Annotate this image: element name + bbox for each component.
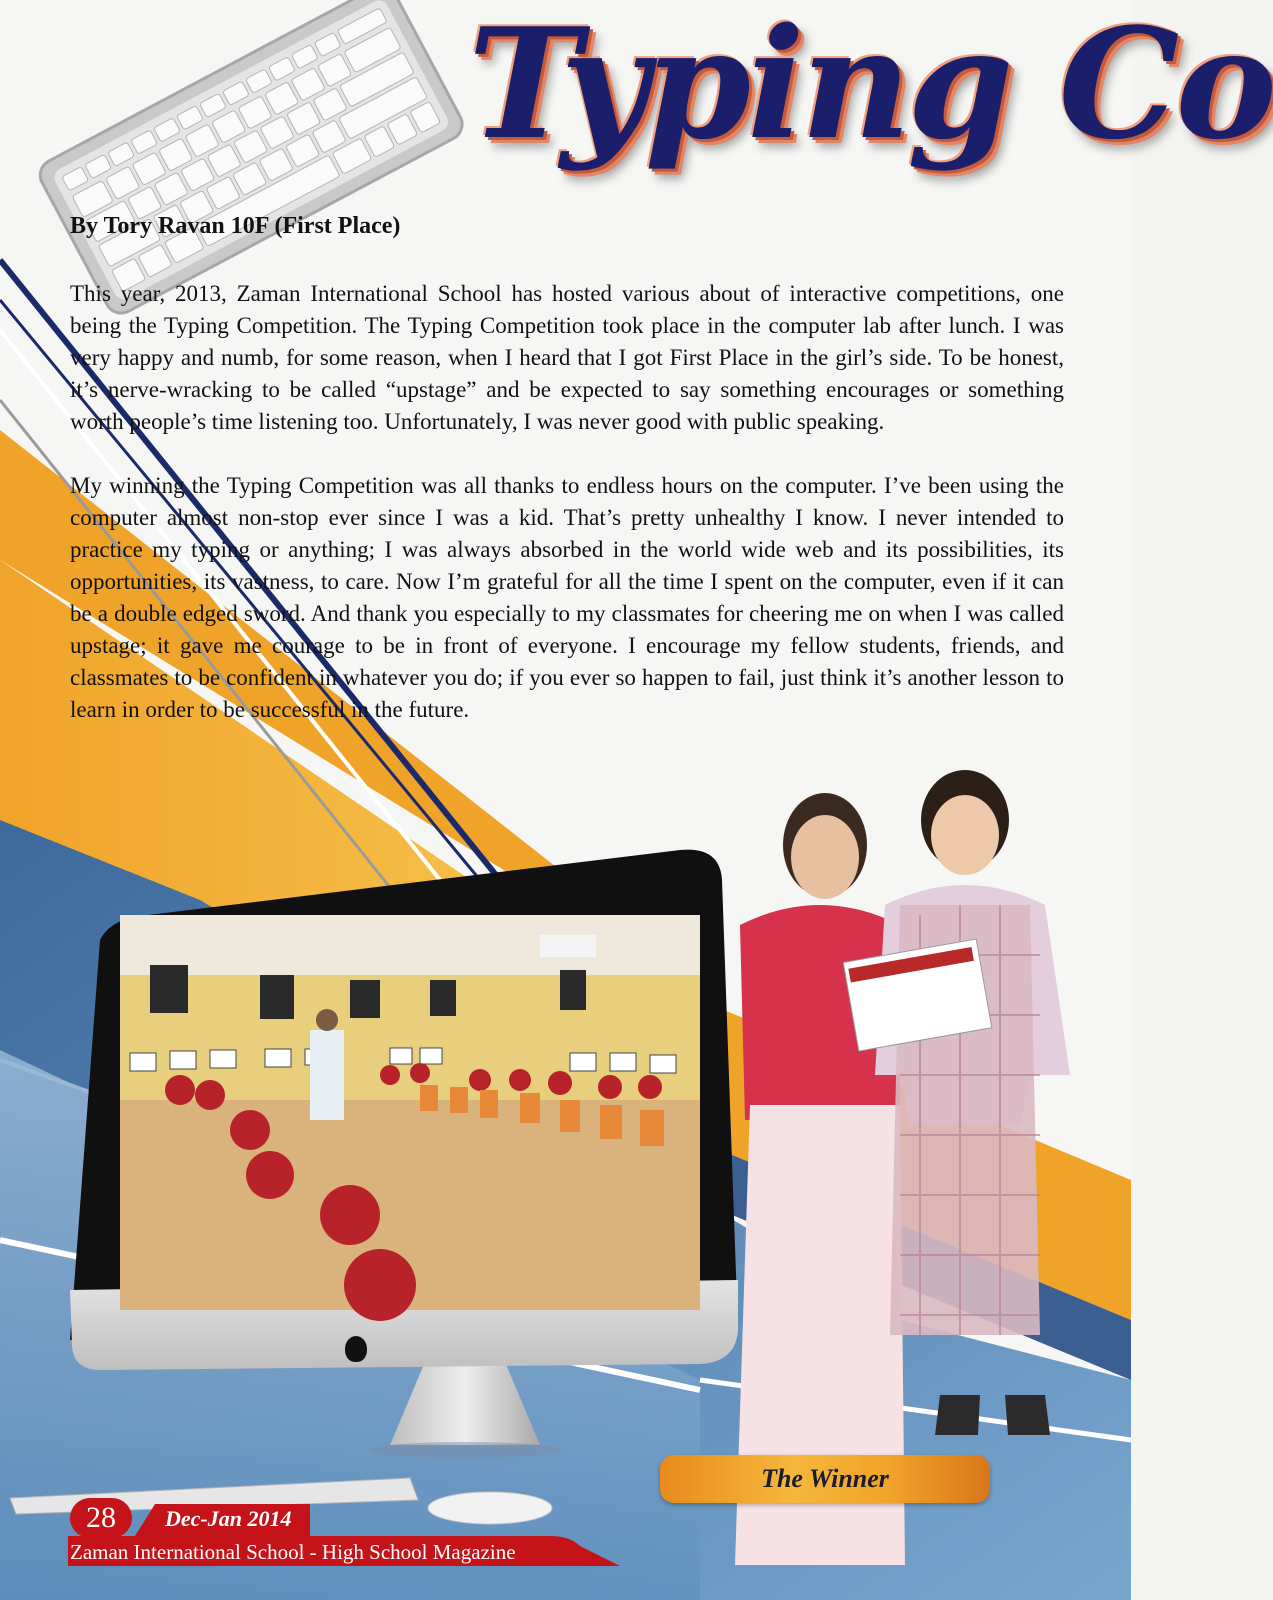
keyboard-icon <box>20 0 460 300</box>
article-byline: By Tory Ravan 10F (First Place) <box>70 213 401 239</box>
page-title: Typing Co <box>468 0 1273 173</box>
article-paragraph: My winning the Typing Competition was all thanks to endless hours on the computer. I’ve been using the computer almost non-stop ever since I was a kid. That’s pretty unhealthy I know. I never intended to practice my typing or anything; I was always absorbed in the world wide web and its possibilities, its opportunities, its vastness, to care. Now I’m grateful for all the time I spent on the computer, even if it can be a double edged sword. And thank you especially to my classmates for cheering me on when I was called upstage; it gave me courage to be in front of everyone. I encourage my fellow students, friends, and classmates to be confident in whatever you do; if you ever so happen to fail, just think it’s another lesson to learn in order to be successful in the future. <box>70 473 1064 722</box>
computer-lab-photo <box>120 915 700 1310</box>
article-paragraph: This year, 2013, Zaman International School has hosted various about of interactive competitions, one being the Typing Competition. The Typing Competition took place in the computer lab after lunch. I was very happy and numb, for some reason, when I heard that I got First Place in the girl’s side. To be honest, it’s nerve-wracking to be called “upstage” and be expected to say something encourages or something worth people’s time listening too. Unfortunately, I was never good with public speaking. <box>70 281 1064 434</box>
winner-caption: The Winner <box>761 1464 889 1493</box>
page-number: 28 <box>70 1498 132 1538</box>
magazine-name: Zaman International School - High School Magazine <box>70 1540 516 1564</box>
winner-caption-banner <box>660 1455 990 1503</box>
apple-logo-icon <box>345 1336 367 1362</box>
article-body <box>70 278 1064 758</box>
issue-date: Dec-Jan 2014 <box>165 1506 292 1531</box>
winner-photo <box>740 775 1120 1565</box>
